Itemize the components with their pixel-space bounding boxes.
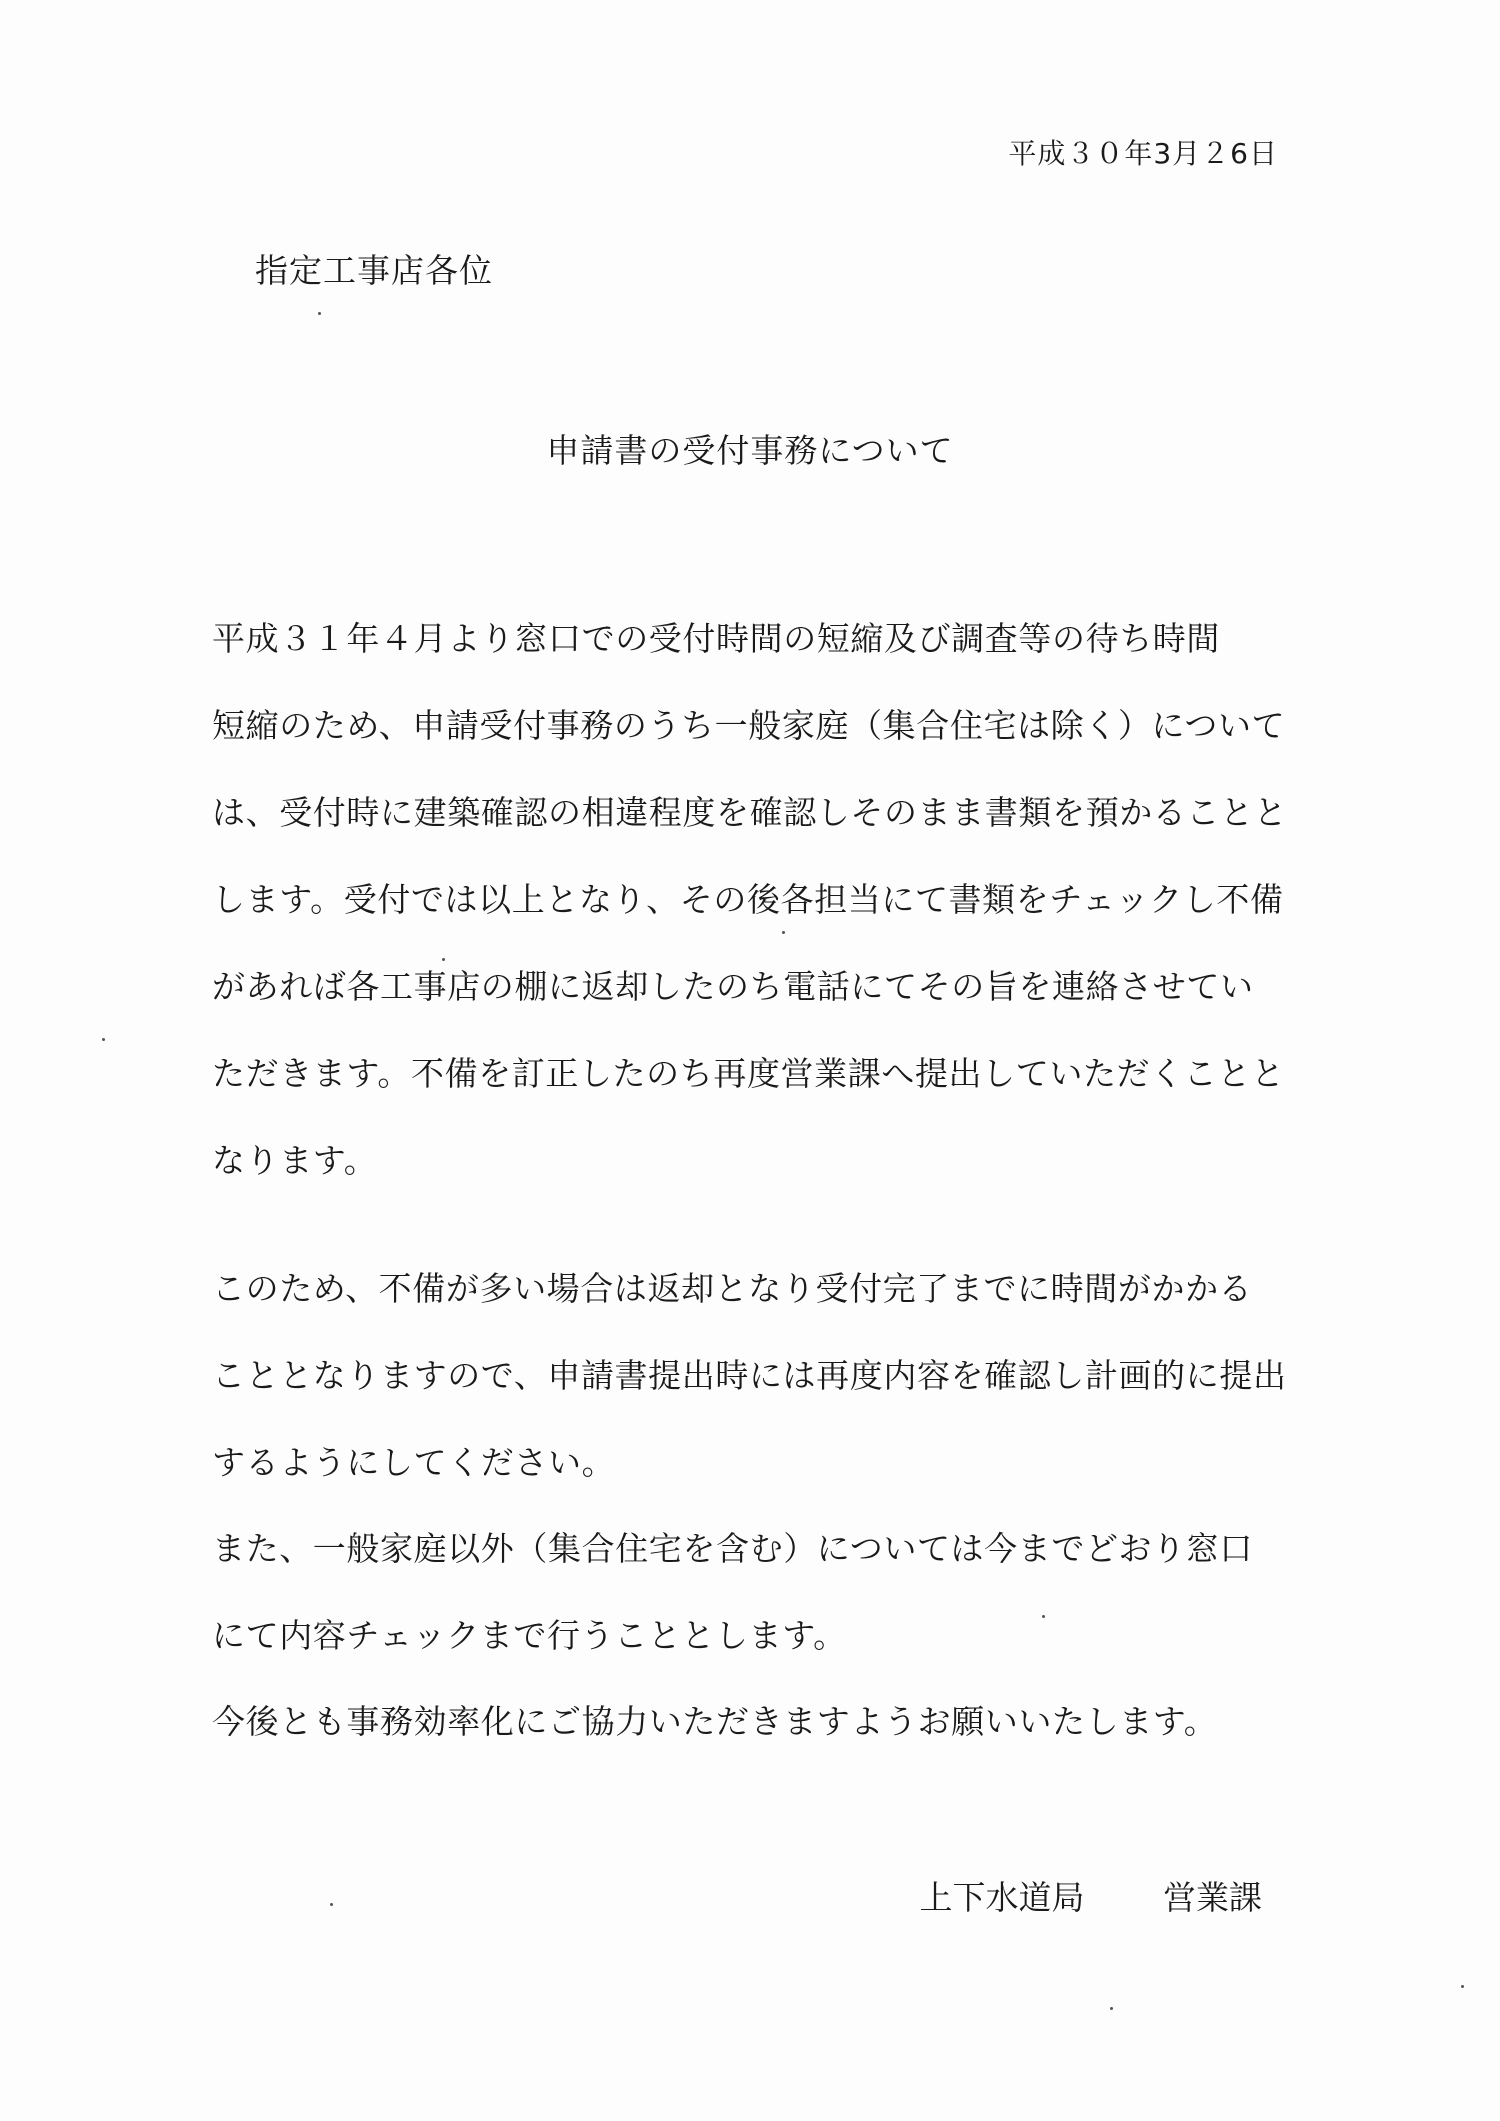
body-paragraph-4 bbox=[212, 1678, 1322, 1765]
scan-speck bbox=[1110, 2007, 1113, 2010]
sender-signature bbox=[920, 1872, 1263, 1919]
paragraph-line: 短縮のため、申請受付事務のうち一般家庭（集合住宅は除く）について bbox=[212, 706, 1286, 745]
scan-speck bbox=[318, 312, 321, 315]
recipient: 指定工事店各位 bbox=[255, 251, 493, 290]
paragraph-line: するようにしてください。 bbox=[212, 1443, 616, 1482]
scan-speck bbox=[782, 931, 785, 934]
paragraph-line: また、一般家庭以外（集合住宅を含む）については今までどおり窓口 bbox=[212, 1529, 1253, 1568]
document-subject: 申請書の受付事務について bbox=[546, 431, 954, 470]
paragraph-line: にて内容チェックまで行うこととします。 bbox=[212, 1616, 847, 1655]
scan-speck bbox=[1042, 1615, 1045, 1618]
paragraph-line: があれば各工事店の棚に返却したのち電話にてその旨を連絡させてい bbox=[212, 967, 1254, 1006]
scan-speck bbox=[1461, 1985, 1464, 1988]
body-paragraph-2 bbox=[212, 1245, 1322, 1506]
paragraph-line: こととなりますので、申請書提出時には再度内容を確認し計画的に提出 bbox=[212, 1356, 1287, 1395]
paragraph-line: ただきます。不備を訂正したのち再度営業課へ提出していただくことと bbox=[212, 1054, 1285, 1093]
sender-organization: 上下水道局 bbox=[919, 1878, 1085, 1917]
paragraph-line: 平成３１年４月より窓口での受付時間の短縮及び調査等の待ち時間 bbox=[212, 619, 1220, 658]
scan-speck bbox=[102, 1038, 105, 1041]
paragraph-line: このため、不備が多い場合は返却となり受付完了までに時間がかかる bbox=[212, 1269, 1253, 1308]
paragraph-line: なります。 bbox=[212, 1141, 378, 1180]
body-paragraph-3 bbox=[212, 1505, 1322, 1679]
scan-speck bbox=[330, 1903, 333, 1906]
document-date: 平成３０年3月２6日 bbox=[1008, 137, 1278, 170]
sender-department: 営業課 bbox=[1163, 1878, 1262, 1917]
paragraph-line: は、受付時に建築確認の相違程度を確認しそのまま書類を預かることと bbox=[212, 793, 1288, 832]
paragraph-line: します。受付では以上となり、その後各担当にて書類をチェックし不備 bbox=[212, 880, 1284, 919]
body-paragraph-1 bbox=[212, 595, 1322, 1204]
scan-speck bbox=[442, 958, 445, 961]
paragraph-line: 今後とも事務効率化にご協力いただきますようお願いいたします。 bbox=[212, 1702, 1218, 1741]
